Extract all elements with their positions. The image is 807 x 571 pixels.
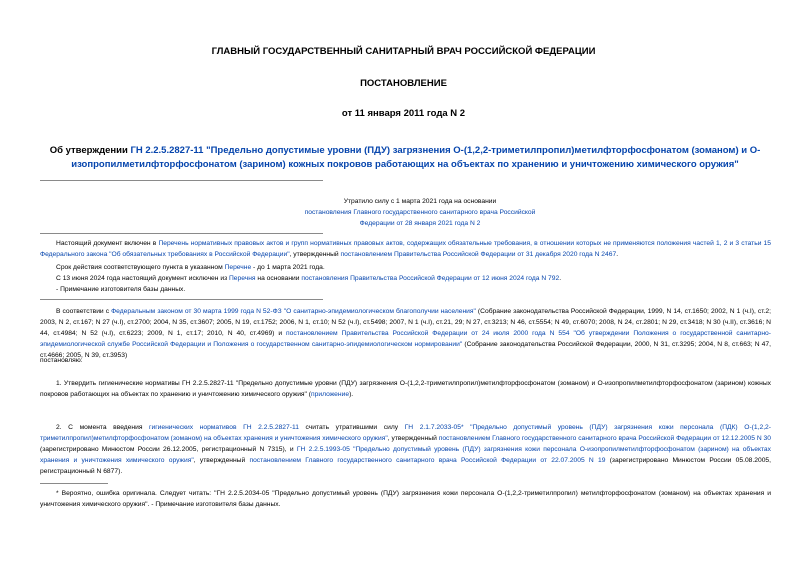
item-text: считать утратившими силу xyxy=(298,424,405,431)
footnote-divider xyxy=(40,483,108,484)
item-text: (зарегистрировано Минюстом России 05.08.2005, регистрационный N 6877). xyxy=(40,457,771,475)
preamble xyxy=(40,306,771,361)
appendix-link[interactable]: приложение xyxy=(311,391,350,398)
note-text: на основании xyxy=(255,275,302,282)
federal-law-link[interactable]: Федеральным законом от 30 марта 1999 года N 52-ФЗ "О санитарно-эпидемиологическом благополучии населения" xyxy=(111,308,476,315)
void-note xyxy=(220,196,620,229)
subject-prefix: Об утверждении xyxy=(49,145,131,156)
item-text: , утвержденный xyxy=(387,435,439,442)
decree-link[interactable]: постановлением Главного государственного санитарного врача Российской Федерации от 22.07.2005 N 19 xyxy=(249,457,606,464)
government-decree-link[interactable]: постановлением Правительства Российской Федерации от 24 июля 2000 года N 554 "Об утверждении Положения о государственной санитарно-эпидемиологической службе Российской Федерации и Положения о государственном санитарно-эпидемиологическом нормировании" xyxy=(40,330,771,348)
norms-link[interactable]: ГН 2.1.7.2033-05* "Предельно допустимый уровень (ПДУ) загрязнения кожи персонала (ПДК) О-(1,2,2-триметилпропил)метилфторфосфонатом (зоманом) на объектах хранения и уничтожения химического оружия" xyxy=(40,424,771,442)
note-text: . xyxy=(616,251,619,258)
item-text: ). xyxy=(349,391,354,398)
exclusion-note xyxy=(40,273,771,284)
divider xyxy=(40,299,323,300)
inclusion-note xyxy=(40,238,771,260)
footnote: * Вероятно, ошибка оригинала. Следует читать: "ГН 2.2.5.2034-05 "Предельно допустимый уровень (ПДУ) загрязнения кожи персонала О-(1,2,2-триметилпропил) метилфторфосфонатом (зоманом) на объектах хранения и уничтожения химического оружия". - Примечание изготовителя базы данных. xyxy=(40,490,771,508)
subject-link[interactable]: ГН 2.2.5.2827-11 "Предельно допустимые уровни (ПДУ) загрязнения О-(1,2,2-триметилпропил)метилфторфосфонатом (зоманом) и О-изопропилметилфторфосфонатом (зарином) кожных покровов работающих на объектах по хранению и уничтожению химического оружия" xyxy=(71,145,761,170)
document-type: ПОСТАНОВЛЕНИЕ xyxy=(360,78,447,89)
item-2 xyxy=(40,422,771,477)
government-decree-link[interactable]: постановлением Правительства Российской Федерации от 31 декабря 2020 года N 2467 xyxy=(340,251,617,258)
government-decree-link[interactable]: постановления Правительства Российской Федерации от 12 июня 2024 года N 792 xyxy=(301,275,560,282)
item-text: 2. С момента введения xyxy=(56,424,150,431)
note-text: Срок действия соответствующего пункта в указанном xyxy=(56,264,225,271)
divider xyxy=(40,233,323,234)
decree-link[interactable]: постановлением Главного государственного санитарного врача Российской Федерации от 12.12.2005 N 30 xyxy=(438,435,771,442)
validity-note xyxy=(40,262,771,273)
note-text: , утвержденный xyxy=(289,251,341,258)
document-date-number: от 11 января 2011 года N 2 xyxy=(341,108,466,119)
document-subject xyxy=(40,144,770,172)
item-1 xyxy=(40,378,771,400)
divider xyxy=(40,180,323,181)
void-note-link[interactable]: постановления Главного государственного санитарного врача Российской Федерации от 28 января 2021 года N 2 xyxy=(304,209,536,227)
database-note: - Примечание изготовителя базы данных. xyxy=(56,286,186,293)
issuing-authority: ГЛАВНЫЙ ГОСУДАРСТВЕННЫЙ САНИТАРНЫЙ ВРАЧ РОССИЙСКОЙ ФЕДЕРАЦИИ xyxy=(211,46,596,57)
preamble-text: (Собрание законодательства Российской Федерации, 2000, N 31, ст.3295; 2004, N 8, ст.663; N 47, ст.4666; 2005, N 39, ст.3953) xyxy=(40,341,771,359)
item-text: (зарегистрировано Минюстом России 26.12.2005, регистрационный N 7315), и xyxy=(40,446,297,453)
item-text: 1. Утвердить гигиенические нормативы ГН 2.2.5.2827-11 "Предельно допустимые уровни (ПДУ) загрязнения О-(1,2,2-триметилпропил)метилфторфосфонатом (зоманом) и О-изопропилметилфторфосфонатом (зарином) кожных покровов работающих на объектах по хранению и уничтожению химического оружия" ( xyxy=(40,380,771,398)
norms-link[interactable]: ГН 2.2.5.1993-05 "Предельно допустимый уровень (ПДУ) загрязнения кожи персонала О-изопропилметилфторфосфонатом (зарином) на объектах хранения и уничтожения химического оружия" xyxy=(40,446,771,464)
note-text: Настоящий документ включен в xyxy=(56,240,159,247)
void-note-text: Утратило силу с 1 марта 2021 года на основании xyxy=(343,198,497,205)
decree-word: постановляю: xyxy=(40,357,83,364)
item-text: , утвержденный xyxy=(193,457,250,464)
list-link[interactable]: Перечне xyxy=(224,264,252,271)
preamble-text: (Собрание законодательства Российской Федерации, 1999, N 14, ст.1650; 2002, N 1 (ч.I), ст.2; 2003, N 2, ст.167; N 27 (ч.I), ст.2700; 2004, N 35, ст.3607; 2005, N 19, ст.1752; 2006, N 1, ст.10; N 52 (ч.I), ст.5498; 2007, N 1 (ч.I), ст.21, 29; N 27, ст.3213; N 46, ст.5554; N 49, ст.6070; 2008, N 24, ст.2801; N 29, ст.3418; N 30 (ч.II), ст.3616; N 44, ст.4984; N 52 (ч.I), ст.6223; 2009, N 1, ст.17; 2010, N 40, ст.4969) и xyxy=(40,308,771,337)
norms-link[interactable]: гигиенических нормативов ГН 2.2.5.2827-11 xyxy=(149,424,299,431)
list-link[interactable]: Перечень нормативных правовых актов и групп нормативных правовых актов, содержащих обязательные требования, в отношении которых не применяются положения частей 1, 2 и 3 статьи 15 Федерального закона "Об обязательных требованиях в Российской Федерации" xyxy=(40,240,771,258)
preamble-text: В соответствии с xyxy=(56,308,112,315)
note-text: - до 1 марта 2021 года. xyxy=(251,264,325,271)
list-link[interactable]: Перечня xyxy=(229,275,256,282)
note-text: С 13 июня 2024 года настоящий документ исключен из xyxy=(56,275,229,282)
note-text: . xyxy=(559,275,562,282)
